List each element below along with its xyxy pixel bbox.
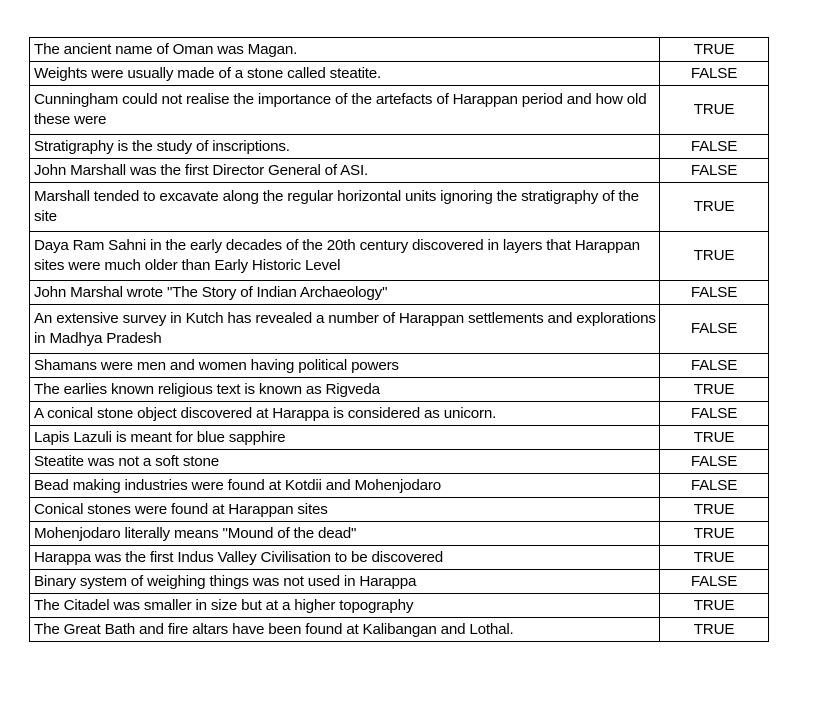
answer-cell: FALSE: [660, 402, 769, 426]
table-row: [30, 232, 769, 281]
statement-cell: Daya Ram Sahni in the early decades of the 20th century discovered in layers that Harappan sites were much older than Early Historic Level: [30, 232, 660, 281]
answer-cell: FALSE: [660, 354, 769, 378]
statement-cell: Harappa was the first Indus Valley Civilisation to be discovered: [30, 546, 660, 570]
statement-cell: Cunningham could not realise the importance of the artefacts of Harappan period and how old these were: [30, 86, 660, 135]
table-row: [30, 546, 769, 570]
table-row: [30, 450, 769, 474]
table-row: [30, 135, 769, 159]
statement-cell: John Marshal wrote "The Story of Indian Archaeology": [30, 281, 660, 305]
statement-cell: The earlies known religious text is known as Rigveda: [30, 378, 660, 402]
table-row: [30, 474, 769, 498]
answer-cell: FALSE: [660, 135, 769, 159]
table-row: [30, 522, 769, 546]
table-row: [30, 426, 769, 450]
table-body: [30, 38, 769, 642]
statement-cell: Mohenjodaro literally means "Mound of the dead": [30, 522, 660, 546]
statement-cell: The ancient name of Oman was Magan.: [30, 38, 660, 62]
table-row: [30, 570, 769, 594]
statement-cell: Stratigraphy is the study of inscriptions.: [30, 135, 660, 159]
answer-cell: TRUE: [660, 232, 769, 281]
answer-cell: TRUE: [660, 183, 769, 232]
statement-cell: Marshall tended to excavate along the regular horizontal units ignoring the stratigraphy of the site: [30, 183, 660, 232]
statement-cell: Steatite was not a soft stone: [30, 450, 660, 474]
answer-cell: TRUE: [660, 546, 769, 570]
table-row: [30, 354, 769, 378]
table-row: [30, 402, 769, 426]
true-false-table: [29, 37, 769, 642]
statement-cell: Lapis Lazuli is meant for blue sapphire: [30, 426, 660, 450]
table-row: [30, 281, 769, 305]
answer-cell: TRUE: [660, 38, 769, 62]
answer-cell: FALSE: [660, 474, 769, 498]
answer-cell: TRUE: [660, 86, 769, 135]
statement-cell: An extensive survey in Kutch has revealed a number of Harappan settlements and explorations in Madhya Pradesh: [30, 305, 660, 354]
answer-cell: FALSE: [660, 305, 769, 354]
table-row: [30, 498, 769, 522]
table-row: [30, 378, 769, 402]
statement-cell: John Marshall was the first Director General of ASI.: [30, 159, 660, 183]
statement-cell: Binary system of weighing things was not used in Harappa: [30, 570, 660, 594]
statement-cell: A conical stone object discovered at Harappa is considered as unicorn.: [30, 402, 660, 426]
answer-cell: TRUE: [660, 618, 769, 642]
statement-cell: Bead making industries were found at Kotdii and Mohenjodaro: [30, 474, 660, 498]
table-row: [30, 183, 769, 232]
answer-cell: TRUE: [660, 498, 769, 522]
table-row: [30, 305, 769, 354]
table-row: [30, 38, 769, 62]
answer-cell: TRUE: [660, 522, 769, 546]
statement-cell: Conical stones were found at Harappan sites: [30, 498, 660, 522]
table-row: [30, 618, 769, 642]
statement-cell: Shamans were men and women having political powers: [30, 354, 660, 378]
table-row: [30, 62, 769, 86]
statement-cell: The Great Bath and fire altars have been found at Kalibangan and Lothal.: [30, 618, 660, 642]
answer-cell: TRUE: [660, 426, 769, 450]
answer-cell: TRUE: [660, 378, 769, 402]
answer-cell: FALSE: [660, 281, 769, 305]
answer-cell: TRUE: [660, 594, 769, 618]
statement-cell: The Citadel was smaller in size but at a higher topography: [30, 594, 660, 618]
answer-cell: FALSE: [660, 159, 769, 183]
table-row: [30, 594, 769, 618]
statement-cell: Weights were usually made of a stone called steatite.: [30, 62, 660, 86]
table-row: [30, 86, 769, 135]
table-row: [30, 159, 769, 183]
answer-cell: FALSE: [660, 62, 769, 86]
answer-cell: FALSE: [660, 570, 769, 594]
answer-cell: FALSE: [660, 450, 769, 474]
